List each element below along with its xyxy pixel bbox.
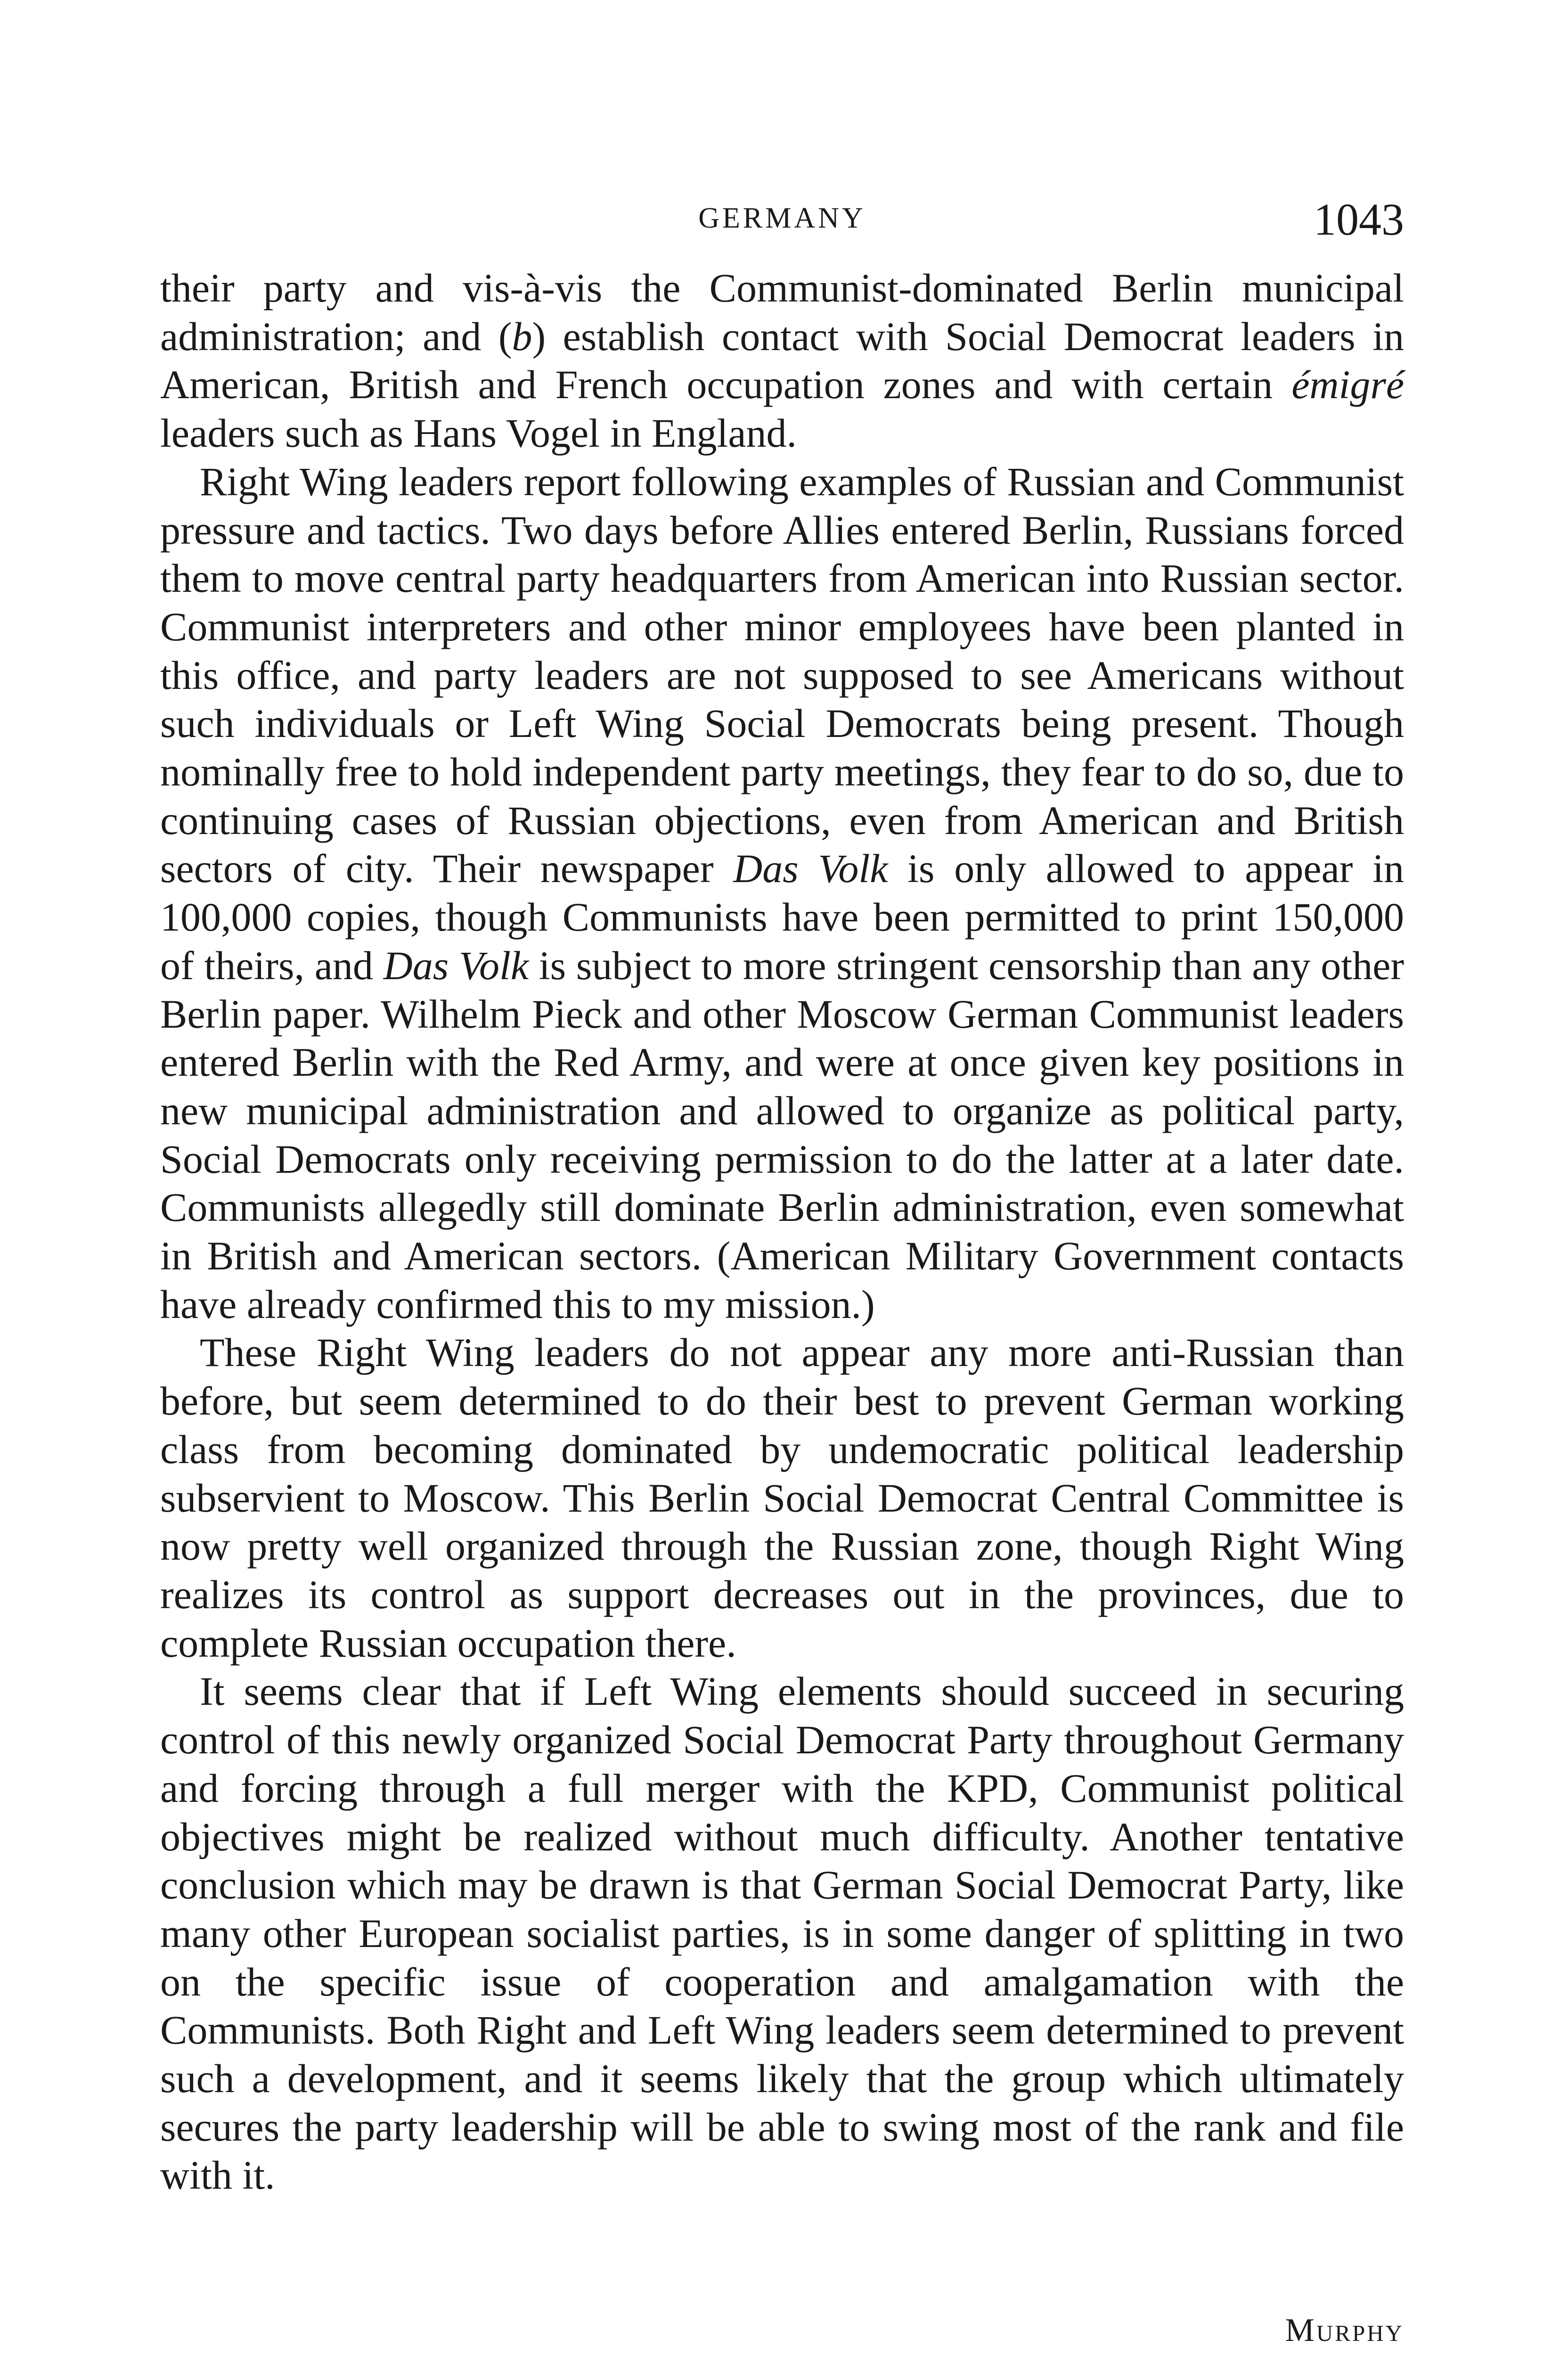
italic-text: émigré bbox=[1291, 362, 1404, 408]
text-run: their party and vis-à-vis the Communist-dominated Berlin municipal administration; and ( bbox=[160, 265, 1404, 359]
italic-text: b bbox=[512, 313, 532, 359]
page-number: 1043 bbox=[1314, 194, 1404, 245]
paragraph-4 bbox=[160, 1667, 1404, 2200]
page-header bbox=[160, 193, 1404, 245]
signature: Murphy bbox=[1285, 2312, 1404, 2348]
italic-text: Das Volk bbox=[383, 942, 529, 988]
italic-text: Das Volk bbox=[733, 846, 888, 892]
text-run: leaders such as Hans Vogel in England. bbox=[160, 410, 797, 456]
text-run: ) establish contact with Social Democrat leaders in American, British and French occupation zones and with certain bbox=[160, 313, 1404, 408]
paragraph-2 bbox=[160, 458, 1404, 1329]
text-run: Right Wing leaders report following examples of Russian and Communist pressure and tactics. Two days before Allies entered Berlin, Russians forced them to move central party headquarters from American into Russian sector. Communist interpreters and other minor employees have been planted in this office, and party leaders are not supposed to see Americans without such individuals or Left Wing Social Democrats being present. Though nominally free to hold independent party meetings, they fear to do so, due to continuing cases of Russian objections, even from American and British sectors of city. Their newspaper bbox=[160, 458, 1404, 892]
text-run: It seems clear that if Left Wing elements should succeed in securing control of this newly organized Social Democrat Party throughout Germany and forcing through a full merger with the KPD, Communist political objectives might be realized without much difficulty. Another tentative conclusion which may be drawn is that German Social Democrat Party, like many other European socialist parties, is in some danger of splitting in two on the specific issue of cooperation and amalgamation with the Communists. Both Right and Left Wing leaders seem determined to prevent such a development, and it seems likely that the group which ultimately secures the party leadership will be able to swing most of the rank and file with it. bbox=[160, 1669, 1404, 2198]
paragraph-1 bbox=[160, 264, 1404, 458]
paragraph-3 bbox=[160, 1328, 1404, 1667]
text-run: is subject to more stringent censorship than any other Berlin paper. Wilhelm Pieck and other Moscow German Communist leaders entered Berlin with the Red Army, and were at once given key positions in new municipal administration and allowed to organize as political party, Social Democrats only receiving permission to do the latter at a later date. Communists allegedly still dominate Berlin administration, even somewhat in British and American sectors. (American Military Government contacts have already confirmed this to my mission.) bbox=[160, 942, 1405, 1327]
body-text bbox=[160, 264, 1404, 2200]
text-run: These Right Wing leaders do not appear any more anti-Russian than before, but seem determined to do their best to prevent German working class from becoming dominated by undemocratic political leadership subservient to Moscow. This Berlin Social Democrat Central Committee is now pretty well organized through the Russian zone, though Right Wing realizes its control as support decreases out in the provinces, due to complete Russian occupation there. bbox=[160, 1330, 1404, 1666]
running-head: GERMANY bbox=[698, 202, 866, 234]
text-run: is only allowed to appear in 100,000 copies, though Communists have been permitted to print 150,000 of theirs, and bbox=[160, 846, 1404, 988]
